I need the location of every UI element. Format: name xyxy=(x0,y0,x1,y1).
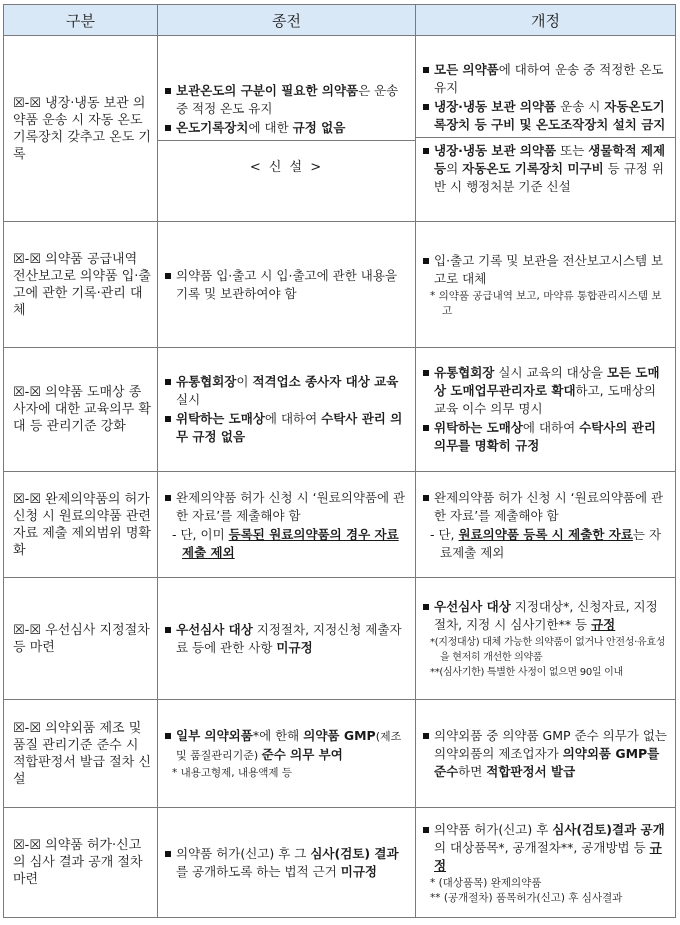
list-item: 냉장·냉동 보관 의약품 운송 시 자동온도기록장치 등 구비 및 온도조작장치 설치 금지 xyxy=(422,98,669,134)
row-category: ☒-☒ 의약외품 제조 및 품질 관리기준 준수 시 적합판정서 발급 절차 신설 xyxy=(4,700,158,808)
list-item: 의약외품 중 의약품 GMP 준수 의무가 없는 의약외품의 제조업자가 의약외품 GMP를 준수하면 적합판정서 발급 xyxy=(422,727,669,781)
list-item: 우선심사 대상 지정대상*, 신청자료, 지정절차, 지정 시 심사기한** 등 규정 xyxy=(422,598,669,634)
header-row xyxy=(4,5,676,36)
row-before xyxy=(158,36,416,222)
list-item: 우선심사 대상 지정절차, 지정신청 제출자료 등에 관한 사항 미규정 xyxy=(164,621,409,657)
row-category: ☒-☒ 우선심사 지정절차 등 마련 xyxy=(4,578,158,700)
row-before xyxy=(158,578,416,700)
header-before: 종전 xyxy=(158,5,416,36)
table-row xyxy=(4,472,676,578)
list-item: 보관온도의 구분이 필요한 의약품은 운송 중 적정 온도 유지 xyxy=(164,82,409,118)
footnote: **(심사기한) 특별한 사정이 없으면 90일 이내 xyxy=(430,667,623,678)
table-row xyxy=(4,578,676,700)
footnote: * 내용고형제, 내용액제 등 xyxy=(172,767,293,779)
list-item: 위탁하는 도매상에 대하여 수탁사 관리 의무 규정 없음 xyxy=(164,410,409,446)
row-category: ☒-☒ 냉장·냉동 보관 의약품 운송 시 자동 온도 기록장치 갖추고 온도 기록 xyxy=(4,36,158,222)
table-row xyxy=(4,700,676,808)
list-item: 완제의약품 허가 신청 시 ‘원료의약품에 관한 자료’를 제출해야 함 xyxy=(164,489,409,525)
row-after xyxy=(416,36,676,222)
list-item: 모든 의약품에 대하여 운송 중 적정한 온도 유지 xyxy=(422,61,669,97)
list-item: 일부 의약외품*에 한해 의약품 GMP(제조 및 품질관리기준) 준수 의무 부여 xyxy=(164,727,409,765)
list-item: 의약품 허가(신고) 후 그 심사(검토) 결과를 공개하도록 하는 법적 근거 미규정 xyxy=(164,845,409,881)
table-row xyxy=(4,222,676,348)
row-after xyxy=(416,222,676,348)
row-after xyxy=(416,808,676,918)
row-after xyxy=(416,700,676,808)
list-item: 의약품 허가(신고) 후 심사(검토)결과 공개의 대상품목*, 공개절차**, 공개방법 등 규정 xyxy=(422,821,669,875)
comparison-table xyxy=(3,4,676,918)
footnote: ** (공개절차) 품목허가(신고) 후 심사결과 xyxy=(430,891,623,904)
row-category: ☒-☒ 의약품 허가·신고의 심사 결과 공개 절차 마련 xyxy=(4,808,158,918)
table-row xyxy=(4,808,676,918)
row-before xyxy=(158,222,416,348)
new-mark: < 신 설 > xyxy=(249,159,324,175)
footnote: *(지정대상) 대체 가능한 의약품이 없거나 안전성·유효성을 현저히 개선한 의약품 xyxy=(430,637,666,663)
list-item: 의약품 입·출고 시 입·출고에 관한 내용을 기록 및 보관하여야 함 xyxy=(164,267,409,303)
row-before xyxy=(158,472,416,578)
row-before xyxy=(158,700,416,808)
sub-item: - 단, 원료의약품 등록 시 제출한 자료는 자료제출 제외 xyxy=(430,526,662,560)
header-after: 개정 xyxy=(416,5,676,36)
row-category: ☒-☒ 의약품 공급내역 전산보고로 의약품 입·출고에 관한 기록·관리 대체 xyxy=(4,222,158,348)
row-after xyxy=(416,472,676,578)
footnote: * (대상품목) 완제의약품 xyxy=(430,876,542,889)
footnote: * 의약품 공급내역 보고, 마약류 통합관리시스템 보고 xyxy=(430,289,662,317)
sub-item: - 단, 이미 등록된 원료의약품의 경우 자료제출 제외 xyxy=(172,526,399,560)
table-row xyxy=(4,36,676,222)
row-before xyxy=(158,348,416,472)
list-item: 온도기록장치에 대한 규정 없음 xyxy=(164,119,409,137)
table-row xyxy=(4,348,676,472)
list-item: 유통협회장 실시 교육의 대상을 모든 도매상 도매업무관리자로 확대하고, 도매상의 교육 이수 의무 명시 xyxy=(422,364,669,418)
row-category: ☒-☒ 완제의약품의 허가 신청 시 원료의약품 관련 자료 제출 제외범위 명확화 xyxy=(4,472,158,578)
list-item: 냉장·냉동 보관 의약품 또는 생물학적 제제등의 자동온도 기록장치 미구비 등 규정 위반 시 행정처분 기준 신설 xyxy=(422,142,669,196)
list-item: 유통협회장이 적격업소 종사자 대상 교육 실시 xyxy=(164,373,409,409)
row-after xyxy=(416,578,676,700)
list-item: 위탁하는 도매상에 대하여 수탁사의 관리 의무를 명확히 규정 xyxy=(422,419,669,455)
row-category: ☒-☒ 의약품 도매상 종사자에 대한 교육의무 확대 등 관리기준 강화 xyxy=(4,348,158,472)
row-after xyxy=(416,348,676,472)
list-item: 완제의약품 허가 신청 시 ‘원료의약품에 관한 자료’를 제출해야 함 xyxy=(422,489,669,525)
list-item: 입·출고 기록 및 보관을 전산보고시스템 보고로 대체 xyxy=(422,252,669,288)
row-before xyxy=(158,808,416,918)
header-category: 구분 xyxy=(4,5,158,36)
